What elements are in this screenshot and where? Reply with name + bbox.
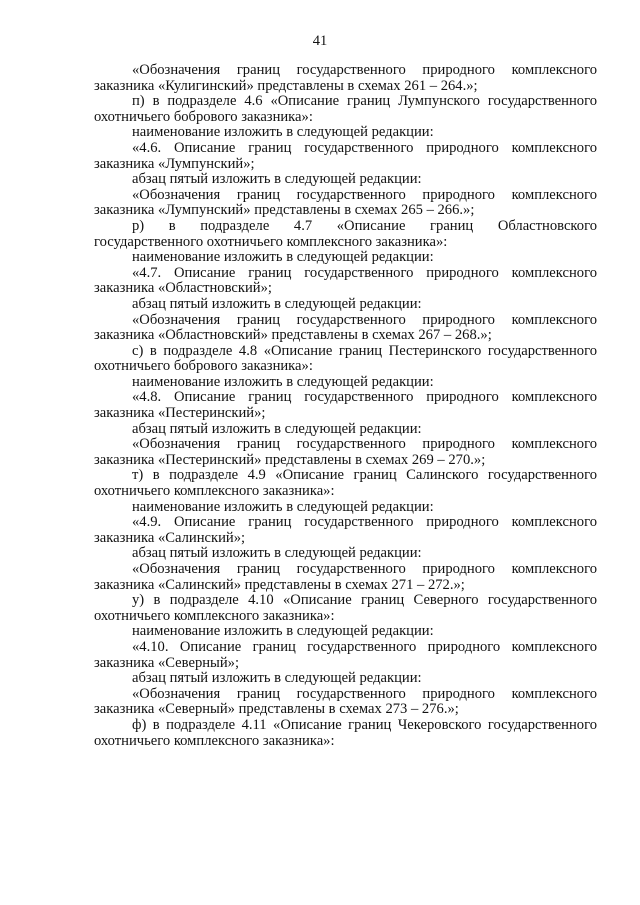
text-line: «4.7. Описание границ государственного природного комплексного: [132, 264, 597, 281]
text-line: охотничьего комплексного заказника»:: [94, 607, 335, 624]
text-line: ф) в подразделе 4.11 «Описание границ Чекеровского государственного: [132, 716, 597, 733]
text-line: заказника «Салинский»;: [94, 529, 246, 546]
page-number: 41: [312, 33, 328, 49]
text-line: «Обозначения границ государственного природного комплексного: [132, 561, 597, 577]
text-line: наименование изложить в следующей редакции:: [132, 249, 434, 266]
text-line: «Обозначения границ государственного природного комплексного: [132, 311, 597, 328]
text-line: заказника «Пестеринский» представлены в схемах 269 – 270.»;: [94, 451, 486, 468]
document-body: [94, 63, 597, 749]
text-line: охотничьего бобрового заказника»:: [94, 108, 313, 125]
text-line: абзац пятый изложить в следующей редакции:: [132, 295, 422, 312]
text-line: абзац пятый изложить в следующей редакции:: [132, 420, 422, 437]
text-line: охотничьего бобрового заказника»:: [94, 358, 313, 375]
text-line: «Обозначения границ государственного природного комплексного: [132, 685, 597, 702]
text-line: «4.8. Описание границ государственного природного комплексного: [132, 389, 597, 406]
text-line: «4.6. Описание границ государственного природного комплексного: [132, 139, 597, 156]
text-line: р) в подразделе 4.7 «Описание границ Областновского: [132, 217, 597, 234]
text-line: п) в подразделе 4.6 «Описание границ Лумпунского государственного: [132, 93, 597, 110]
text-line: государственного охотничьего комплексного заказника»:: [94, 233, 448, 250]
text-line: с) в подразделе 4.8 «Описание границ Пестеринского государственного: [132, 342, 597, 359]
text-line: заказника «Областновский»;: [94, 280, 272, 297]
text-line: т) в подразделе 4.9 «Описание границ Салинского государственного: [132, 467, 597, 484]
text-line: наименование изложить в следующей редакции:: [132, 124, 434, 141]
text-line: «4.10. Описание границ государственного природного комплексного: [132, 638, 597, 655]
text-line: заказника «Северный» представлены в схемах 273 – 276.»;: [94, 701, 459, 718]
text-line: заказника «Северный»;: [94, 654, 240, 671]
text-line: заказника «Лумпунский» представлены в схемах 265 – 266.»;: [94, 202, 475, 219]
text-line: абзац пятый изложить в следующей редакции:: [132, 545, 422, 562]
text-line: «Обозначения границ государственного природного комплексного: [132, 436, 597, 453]
text-line: охотничьего комплексного заказника»:: [94, 483, 335, 500]
text-line: заказника «Салинский» представлены в схемах 271 – 272.»;: [94, 576, 465, 593]
text-line: у) в подразделе 4.10 «Описание границ Северного государственного: [132, 592, 597, 609]
text-line: «4.9. Описание границ государственного природного комплексного: [132, 514, 597, 531]
text-line: наименование изложить в следующей редакции:: [132, 623, 434, 640]
text-line: заказника «Кулигинский» представлены в схемах 261 – 264.»;: [94, 77, 478, 94]
text-line: заказника «Пестеринский»;: [94, 405, 266, 422]
text-line: «Обозначения границ государственного природного комплексного: [132, 186, 597, 203]
text-line: абзац пятый изложить в следующей редакции:: [132, 171, 422, 188]
text-line: «Обозначения границ государственного природного комплексного: [132, 62, 597, 78]
text-line: наименование изложить в следующей редакции:: [132, 498, 434, 515]
text-line: охотничьего комплексного заказника»:: [94, 732, 335, 749]
text-line: абзац пятый изложить в следующей редакции:: [132, 670, 422, 687]
text-line: наименование изложить в следующей редакции:: [132, 373, 434, 390]
text-line: заказника «Областновский» представлены в схемах 267 – 268.»;: [94, 327, 492, 344]
text-line: заказника «Лумпунский»;: [94, 155, 255, 172]
